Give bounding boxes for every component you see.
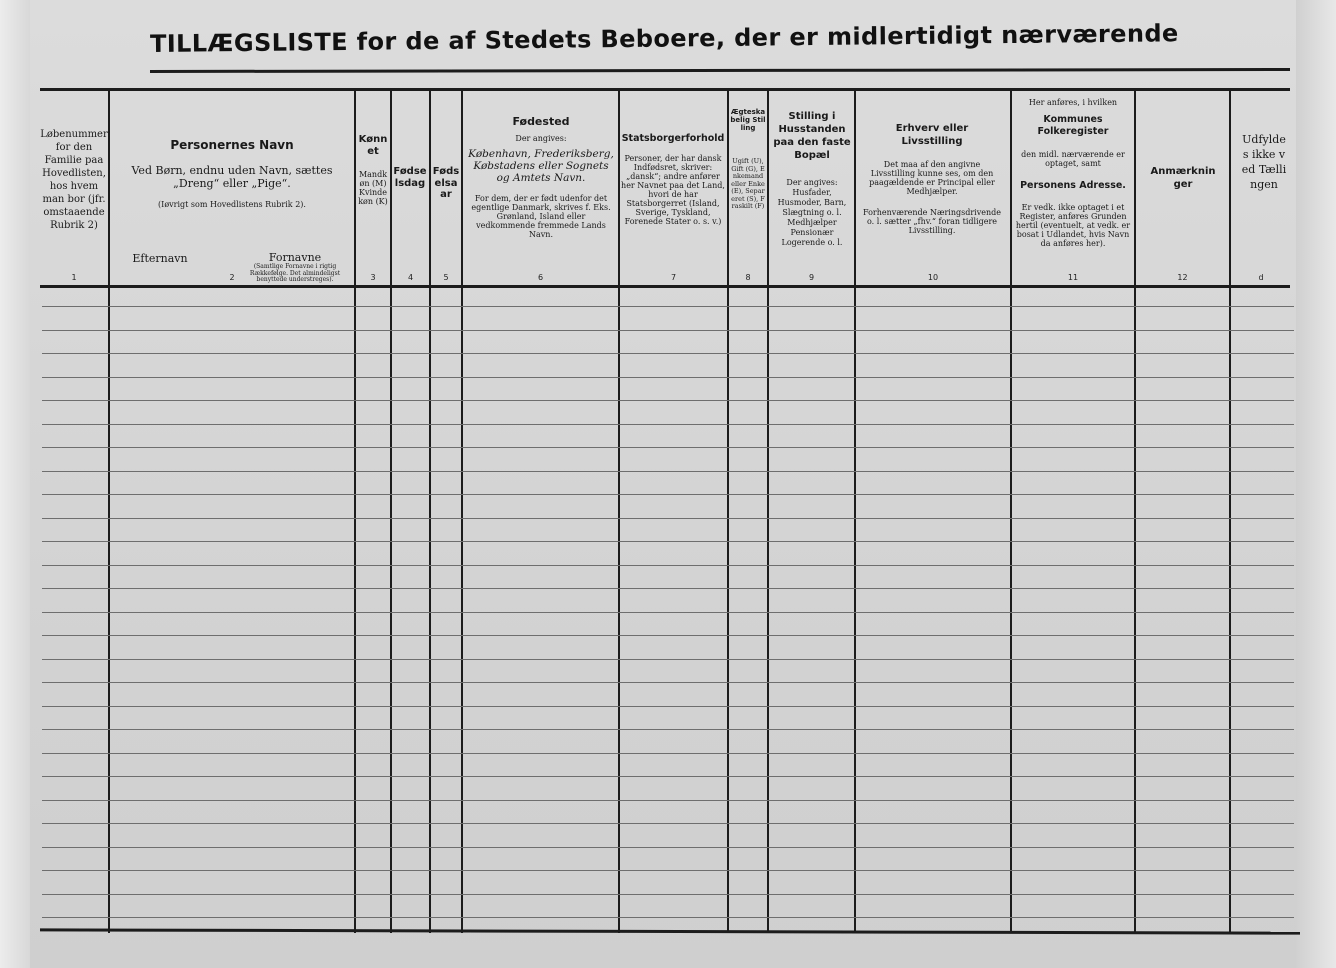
column-3-number: 3: [370, 273, 376, 282]
entry-row-line: [42, 588, 1294, 589]
column-1-number: 1: [71, 273, 77, 282]
page-edge-left: [0, 0, 30, 968]
entry-row-line: [42, 306, 1294, 307]
column-3-note: Mandkøn (M) Kvindekøn (K): [358, 170, 388, 206]
column-6-number: 6: [537, 273, 544, 282]
entry-row-line: [42, 471, 1294, 472]
column-2-note-secondary: (Iøvrigt som Hovedlistens Rubrik 2).: [158, 200, 306, 209]
column-10-title: Erhverv eller Livsstilling: [895, 123, 969, 147]
column-7-note: Personer, der har dansk Indfødsret, skriver: „dansk“; andre anfører her Navnet paa det Land, hvori de har Statsborgerret (Island, Sverige, Tyskland, Forenede Stater o. s. v.): [621, 154, 725, 226]
column-2-note: Ved Børn, endnu uden Navn, sættes „Dreng“ eller „Pige“.: [131, 164, 333, 190]
entry-row-line: [42, 894, 1294, 895]
column-12-number: 12: [1177, 273, 1188, 282]
column-divider: [1134, 88, 1136, 933]
column-6-title: Fødested: [512, 115, 570, 128]
column-divider: [618, 88, 620, 933]
entry-row-line: [42, 753, 1294, 754]
column-divider: [354, 88, 356, 933]
entry-row-line: [42, 706, 1294, 707]
column-12-title: Anmærkninger: [1150, 166, 1216, 190]
entry-row-line: [42, 377, 1294, 378]
column-11-pre: Her anføres, i hvilken: [1028, 98, 1118, 107]
column-4-number: 4: [407, 273, 414, 282]
table-top-border: [40, 88, 1290, 91]
column-6-note-intro: Der angives:: [515, 134, 567, 143]
entry-row-line: [42, 565, 1294, 566]
form-title: TILLÆGSLISTE for de af Stedets Beboere, der er midlertidigt nærværende: [149, 19, 1179, 58]
column-10-note-former: Forhenværende Næringsdrivende o. l. sætter „fhv.“ foran tidligere Livsstilling.: [863, 208, 1001, 235]
page-edge-right: [1296, 0, 1336, 968]
entry-row-line: [42, 541, 1294, 542]
column-7-title: Statsborgerforhold: [621, 133, 725, 144]
column-divider: [727, 88, 729, 933]
column-8-heading: [730, 108, 766, 132]
column-11-title-address: Personens Adresse.: [1020, 180, 1126, 191]
entry-row-line: [42, 424, 1294, 425]
column-divider: [1229, 88, 1231, 933]
column-3-title: Kønnet: [358, 134, 388, 157]
column-2-title: Personernes Navn: [170, 138, 294, 152]
column-6-note-abroad: For dem, der er født udenfor det egentlige Danmark, skrives f. Eks. Grønland, Island eller vedkommende fremmede Lands Navn.: [471, 194, 611, 239]
column-d-heading: Udfyldes ikke ved Tællingen: [1241, 133, 1287, 191]
column-8-title: Ægteskabelig Stilling: [730, 108, 766, 132]
column-divider: [429, 88, 431, 933]
column-6-note-places: København, Frederiksberg, Købstadens eller Sognets og Amtets Navn.: [468, 148, 614, 184]
column-5-number: 5: [443, 273, 449, 282]
column-d-number: d: [1258, 273, 1264, 282]
column-2-number: 2: [229, 273, 235, 282]
column-9-note: Der angives: Husfader, Husmoder, Barn, Slægtning o. l. Medhjælper Pensionær Logerende o. l.: [777, 178, 847, 247]
column-10-heading: [872, 122, 992, 148]
entry-row-line: [42, 847, 1294, 848]
header-bottom-border: [40, 285, 1290, 288]
entry-row-line: [42, 776, 1294, 777]
column-divider: [854, 88, 856, 933]
column-2-sub-fornavne-note: (Samtlige Fornavne i rigtig Rækkefølge. Det almindeligst benyttede understreges).: [249, 263, 341, 283]
column-5-heading: [432, 166, 460, 201]
column-11-note-register: den midl. nærværende er optaget, samt: [1021, 150, 1125, 168]
column-8-number: 8: [745, 273, 751, 282]
column-12-heading: [1150, 165, 1216, 191]
entry-row-line: [42, 494, 1294, 495]
entry-row-line: [42, 682, 1294, 683]
column-8-note: Ugift (U), Gift (G), Enkemand eller Enke (E), Separeret (S), Fraskilt (F): [731, 157, 765, 210]
entry-row-line: [42, 917, 1294, 918]
entry-row-line: [42, 870, 1294, 871]
column-10-note-principal: Det maa af den angivne Livsstilling kunne ses, om den paagældende er Principal eller Medhjælper.: [869, 160, 995, 196]
entry-row-line: [42, 330, 1294, 331]
column-2-heading: [110, 140, 354, 152]
entry-row-line: [42, 447, 1294, 448]
column-divider: [108, 88, 110, 933]
column-divider: [390, 88, 392, 933]
column-6-heading: [464, 116, 618, 128]
entry-row-line: [42, 400, 1294, 401]
column-4-heading: [393, 166, 427, 189]
column-9-title: Stilling i Husstanden paa den faste Bopæl: [773, 111, 851, 161]
entry-row-line: [42, 612, 1294, 613]
column-divider: [767, 88, 769, 933]
entry-row-line: [42, 823, 1294, 824]
column-9-number: 9: [808, 273, 815, 282]
column-divider: [1010, 88, 1012, 933]
column-7-number: 7: [670, 273, 677, 282]
column-2-sub-efternavn: Efternavn: [132, 252, 188, 265]
column-5-title: Fødselsaar: [432, 166, 460, 200]
entry-row-line: [42, 353, 1294, 354]
column-divider: [461, 88, 463, 933]
column-11-title: Kommunes Folkeregister: [1037, 114, 1109, 137]
column-2-sub-fornavne: Fornavne: [268, 251, 322, 264]
entry-row-line: [42, 659, 1294, 660]
entry-row-line: [42, 635, 1294, 636]
column-11-note-abroad: Er vedk. ikke optaget i et Register, anføres Grunden hertil (eventuelt, at vedk. er bosat i Udlandet, hvis Navn da anføres her).: [1015, 203, 1131, 248]
entry-row-line: [42, 518, 1294, 519]
column-1-heading: Løbenummer for den Familie paa Hovedlisten, hos hvem man bor (jfr. omstaaende Rubrik 2): [40, 129, 108, 231]
column-11-number: 11: [1067, 273, 1079, 282]
column-10-number: 10: [927, 273, 939, 282]
column-9-heading: [772, 110, 852, 162]
entry-row-line: [42, 729, 1294, 730]
column-11-heading-address: [1013, 180, 1133, 192]
column-3-heading: [357, 134, 389, 157]
column-4-title: Fødselsdag: [393, 166, 427, 189]
entry-row-line: [42, 800, 1294, 801]
column-11-heading: [1013, 114, 1133, 138]
column-7-heading: [620, 133, 726, 145]
